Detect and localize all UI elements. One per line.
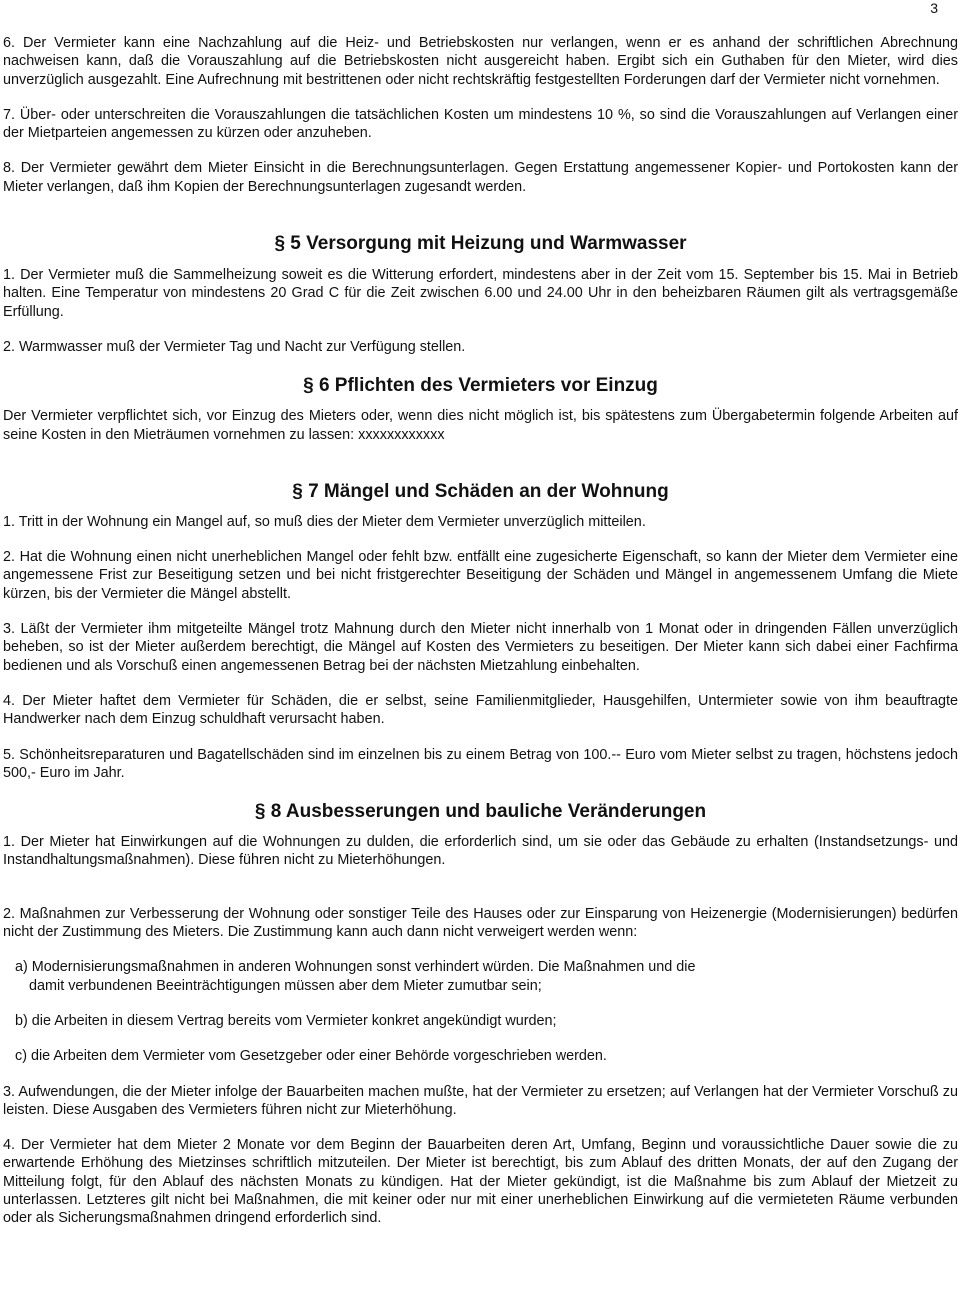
paragraph-7-1: 1. Tritt in der Wohnung ein Mangel auf, so muß dies der Mieter dem Vermieter unverzüglich mitteilen. [3,513,646,530]
paragraph-4-6: 6. Der Vermieter kann eine Nachzahlung auf die Heiz- und Betriebskosten nur verlangen, wenn er es anhand der schriftlichen Abrechnung nachweisen kann, daß die Vorauszahlung auf die Betriebskosten nicht ausgereicht haben. Ergibt sich ein Guthaben für den Mieter, wird dies unverzüglich ausgezahlt. Eine Aufrechnung mit bestrittenen oder nicht rechtskräftig festgestellten Forderungen darf der Vermieter nicht vornehmen. [3,35,958,88]
paragraph-7-2: 2. Hat die Wohnung einen nicht unerheblichen Mangel oder fehlt bzw. entfällt eine zugesicherte Eigenschaft, so kann der Mieter dem Vermieter eine angemessene Frist zur Beseitigung setzen und bei nicht fristgerechter Beseitigung der Schäden und Mängel in angemessenem Umfang die Miete kürzen, bis der Vermieter die Mängel abstellt. [3,549,958,602]
paragraph-4-7: 7. Über- oder unterschreiten die Vorauszahlungen die tatsächlichen Kosten um mindestens 10 %, so sind die Vorauszahlungen auf Verlangen einer der Mietparteien angemessen zu kürzen oder anzuheben. [3,106,958,142]
section-heading-7: § 7 Mängel und Schäden an der Wohnung [292,480,669,502]
paragraph-6-1: Der Vermieter verpflichtet sich, vor Einzug des Mieters oder, wenn dies nicht möglich ist, bis spätestens zum Übergabetermin folgende Arbeiten auf seine Kosten in den Mieträumen vornehmen zu lassen: xxxxxxxxxxxx [3,408,958,443]
section-heading-5: § 5 Versorgung mit Heizung und Warmwasser [274,233,687,255]
paragraph-7-3: 3. Läßt der Vermieter ihm mitgeteilte Mängel trotz Mahnung durch den Mieter nicht innerhalb von 1 Monat oder in dringenden Fällen unverzüglich beheben, so ist der Mieter außerdem berechtigt, die Mängel auf Kosten des Vermieters zu beseitigen. Der Mieter kann sich dabei einer Fachfirma bedienen und als Vorschuß einen angemessenen Betrag bei der nächsten Mietzahlung einbehalten. [3,621,958,674]
list-item-a [15,958,958,995]
document-body [3,34,958,1228]
list-item-a-line2: damit verbundenen Beeinträchtigungen müssen aber dem Mieter zumutbar sein; [29,977,542,994]
paragraph-8-2: 2. Maßnahmen zur Verbesserung der Wohnung oder sonstiger Teile des Hauses oder zur Einsparung von Heizenergie (Modernisierungen) bedürfen nicht der Zustimmung des Mieters. Die Zustimmung kann auch dann nicht verweigert werden wenn: [3,905,958,941]
paragraph-7-4: 4. Der Mieter haftet dem Vermieter für Schäden, die er selbst, seine Familienmitglieder, Hausgehilfen, Untermieter sowie von ihm beauftragte Handwerker nach dem Einzug schuldhaft verursacht haben. [3,692,958,728]
paragraph-8-1: 1. Der Mieter hat Einwirkungen auf die Wohnungen zu dulden, die erforderlich sind, um sie oder das Gebäude zu erhalten (Instandsetzungs- und Instandhaltungsmaßnahmen). Diese führen nicht zu Mieterhöhungen. [3,834,958,869]
paragraph-7-5: 5. Schönheitsreparaturen und Bagatellschäden sind im einzelnen bis zu einem Betrag von 100.-- Euro vom Mieter selbst zu tragen, höchstens jedoch 500,- Euro im Jahr. [3,746,958,781]
list-item-b: b) die Arbeiten in diesem Vertrag bereits vom Vermieter konkret angekündigt wurden; [15,1012,557,1029]
list-item-a-line1: a) Modernisierungsmaßnahmen in anderen Wohnungen sonst verhindert würden. Die Maßnahmen und die [15,959,696,976]
paragraph-4-8: 8. Der Vermieter gewährt dem Mieter Einsicht in die Berechnungsunterlagen. Gegen Erstattung angemessener Kopier- und Portokosten kann der Mieter verlangen, daß ihm Kopien der Berechnungsunterlagen zugesandt werden. [3,160,958,195]
list-item-c: c) die Arbeiten dem Vermieter vom Gesetzgeber oder einer Behörde vorgeschrieben werden. [15,1048,607,1065]
paragraph-5-2: 2. Warmwasser muß der Vermieter Tag und Nacht zur Verfügung stellen. [3,338,466,355]
page-number: 3 [930,0,938,16]
paragraph-8-4: 4. Der Vermieter hat dem Mieter 2 Monate vor dem Beginn der Bauarbeiten deren Art, Umfang, Beginn und voraussichtliche Dauer sowie die zu erwartende Erhöhung des Mietzinses schriftlich mitzuteilen. Der Mieter ist berechtigt, bis zum Ablauf des dritten Monats, der auf den Zugang der Mitteilung folgt, für den Ablauf des nächsten Monats zu kündigen. Hat der Mieter gekündigt, ist die Maßnahme bis zum Ablauf der Mietzeit zu unterlassen. Letzteres gilt nicht bei Maßnahmen, die mit keiner oder nur mit einer unerheblichen Einwirkung auf die vermieteten Räume verbunden oder als Sicherungsmaßnahmen dringend erforderlich sind. [3,1137,958,1227]
section-heading-8: § 8 Ausbesserungen und bauliche Veränderungen [254,801,707,823]
section-heading-6: § 6 Pflichten des Vermieters vor Einzug [303,375,658,397]
paragraph-5-1: 1. Der Vermieter muß die Sammelheizung soweit es die Witterung erfordert, mindestens aber in der Zeit vom 15. September bis 15. Mai in Betrieb halten. Eine Temperatur von mindestens 20 Grad C für die Zeit zwischen 6.00 und 24.00 Uhr in den beheizbaren Räumen gilt als vertragsgemäße Erfüllung. [3,267,958,320]
paragraph-8-3: 3. Aufwendungen, die der Mieter infolge der Bauarbeiten machen mußte, hat der Vermieter zu ersetzen; auf Verlangen hat der Vermieter Vorschuß zu leisten. Diese Ausgaben des Vermieters führen nicht zur Mieterhöhung. [3,1083,958,1118]
